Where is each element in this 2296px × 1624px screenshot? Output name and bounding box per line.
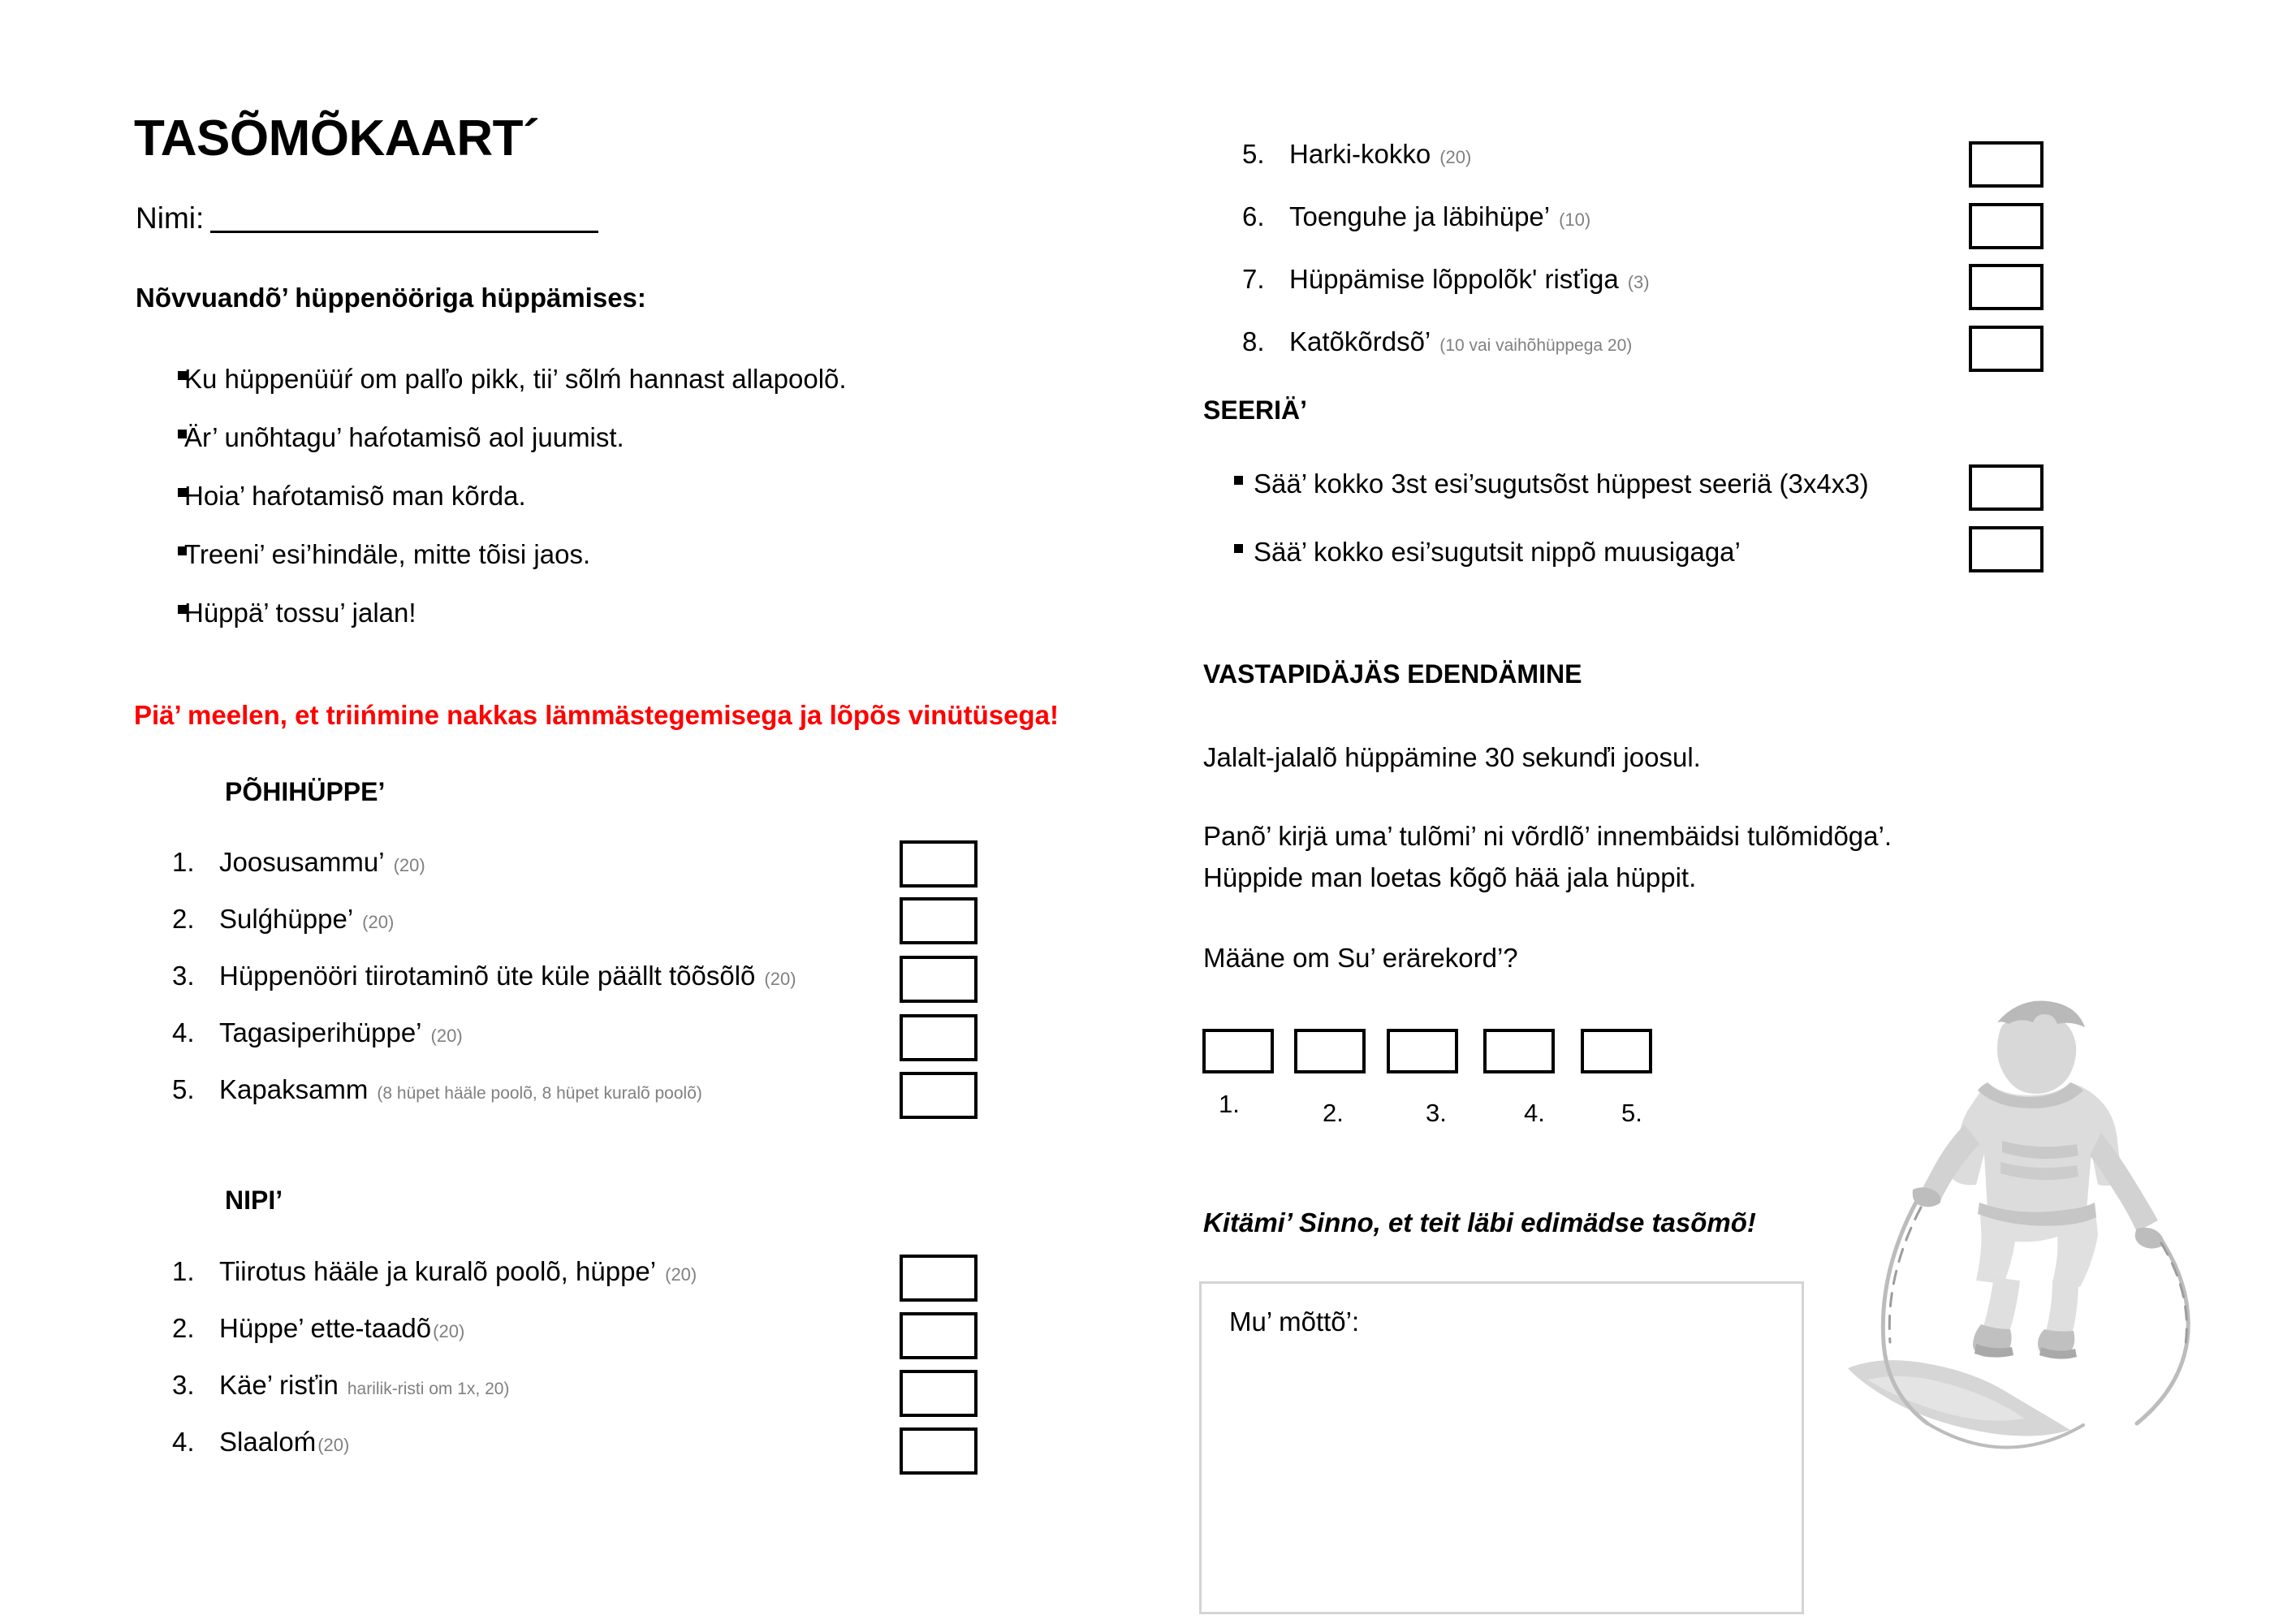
list-item-text: Treeni’ esi’hindäle, mitte tõisi jaos.: [184, 538, 591, 569]
warmup-reminder-note: Piä’ meelen, et triińmine nakkas lämmästegemisega ja lõpõs vinütüsega!: [134, 700, 1059, 730]
square-bullet-icon: [136, 422, 184, 453]
task-label: Joosusammu’: [219, 847, 385, 877]
checkbox-nipi-2[interactable]: [900, 1312, 978, 1359]
list-item-text: Sää’ kokko esi’sugutsit nippõ muusigaga’: [1254, 537, 1741, 567]
endurance-line-3: Hüppide man loetas kõgõ hää jala hüppit.: [1203, 862, 1697, 892]
task-number: 5.: [1242, 139, 1265, 169]
task-label: Katõkõrdsõ’: [1289, 326, 1431, 356]
task-row: [172, 1427, 984, 1484]
list-item: [136, 539, 1061, 570]
list-item: [136, 598, 1061, 628]
checkbox-pohihuppe-3[interactable]: [900, 956, 978, 1003]
task-reps: (20): [433, 1321, 465, 1341]
checkbox-nipi-3[interactable]: [900, 1370, 978, 1417]
task-label: Käe’ risťin: [219, 1370, 339, 1400]
task-number: 1.: [172, 1256, 195, 1286]
task-row: [172, 1371, 984, 1427]
page-title: TASÕMÕKAART´: [134, 110, 540, 166]
task-row: [172, 1257, 984, 1314]
nipi-heading: NIPI’: [225, 1186, 283, 1215]
list-item-text: Är’ unõhtagu’ haŕotamisõ aol juumist.: [184, 421, 624, 452]
checkbox-pohihuppe-5[interactable]: [900, 1072, 978, 1119]
record-number-1: 1.: [1219, 1090, 1240, 1118]
task-row: [172, 961, 984, 1018]
task-row: [172, 905, 984, 961]
checkbox-continued-8[interactable]: [1969, 326, 2044, 372]
task-number: 5.: [172, 1074, 195, 1104]
task-number: 3.: [172, 1370, 195, 1400]
advice-list: [136, 364, 1061, 656]
list-item: [136, 481, 1061, 512]
record-number-2: 2.: [1323, 1099, 1344, 1127]
task-reps: (20): [362, 912, 395, 932]
task-label: Hüppe’ ette-taadõ: [219, 1313, 432, 1343]
record-box-2[interactable]: [1294, 1029, 1366, 1073]
task-reps: (20): [665, 1264, 697, 1285]
task-row: [172, 848, 984, 905]
continued-task-list: [1242, 140, 2054, 390]
task-label: Toenguhe ja läbihüpe’: [1289, 201, 1551, 231]
task-number: 6.: [1242, 201, 1265, 231]
nipi-list: [172, 1257, 984, 1484]
seeria-list: [1203, 469, 2015, 606]
square-bullet-icon: [136, 364, 184, 395]
list-item: [1203, 469, 2015, 538]
record-box-5[interactable]: [1581, 1029, 1652, 1073]
record-number-5: 5.: [1621, 1099, 1642, 1127]
checkbox-seeria-1[interactable]: [1969, 464, 2044, 511]
task-reps: (8 hüpet hääle poolõ, 8 hüpet kuralõ poolõ): [377, 1084, 702, 1103]
record-question: Määne om Su’ erärekord’?: [1203, 943, 1518, 973]
endurance-heading: VASTAPIDÄJÄS EDENDÄMINE: [1203, 659, 1582, 689]
task-row: [1242, 140, 2054, 202]
name-input-line[interactable]: [210, 206, 598, 233]
task-row: [172, 1018, 984, 1075]
name-field-row: [136, 203, 598, 233]
task-number: 1.: [172, 847, 195, 877]
checkbox-pohihuppe-4[interactable]: [900, 1014, 978, 1061]
task-label: Hüppämise lõppolõk' risťiga: [1289, 264, 1619, 294]
task-label: Kapaksamm: [219, 1074, 369, 1104]
task-number: 8.: [1242, 326, 1265, 356]
checkbox-pohihuppe-1[interactable]: [900, 840, 978, 888]
name-label: Nimi:: [136, 201, 205, 235]
task-number: 7.: [1242, 264, 1265, 294]
task-reps: (10): [1559, 209, 1591, 230]
seeria-heading: SEERIÄ’: [1203, 395, 1308, 425]
checkbox-continued-6[interactable]: [1969, 203, 2044, 249]
task-label: Tagasiperihüppe’: [219, 1017, 422, 1047]
task-label: Tiirotus hääle ja kuralõ poolõ, hüppe’: [219, 1256, 657, 1286]
task-number: 4.: [172, 1427, 195, 1457]
task-number: 3.: [172, 961, 195, 991]
square-bullet-icon: [1203, 538, 1254, 567]
checkbox-continued-7[interactable]: [1969, 264, 2044, 310]
square-bullet-icon: [136, 598, 184, 628]
checkbox-nipi-1[interactable]: [900, 1255, 978, 1302]
task-row: [172, 1075, 984, 1132]
list-item-text: Sää’ kokko 3st esi’sugutsõst hüppest seeriä (3x4x3): [1254, 469, 1869, 499]
task-reps: (20): [393, 855, 425, 875]
note-textarea[interactable]: [1199, 1281, 1804, 1614]
note-label: Mu’ mõttõ’:: [1229, 1307, 1360, 1337]
record-number-4: 4.: [1524, 1099, 1545, 1127]
task-reps: (10 vai vaihõhüppega 20): [1439, 336, 1633, 355]
list-item: [1203, 538, 2015, 606]
record-box-1[interactable]: [1202, 1029, 1274, 1073]
checkbox-seeria-2[interactable]: [1969, 526, 2044, 572]
record-box-3[interactable]: [1387, 1029, 1458, 1073]
list-item-text: Ku hüppenüüŕ om palľo pikk, tii’ sõlḿ hannast allapoolõ.: [184, 364, 847, 394]
child-jumping-rope-watermark-icon: [1843, 995, 2225, 1458]
task-reps: (20): [317, 1435, 350, 1455]
task-reps: (20): [430, 1026, 463, 1046]
endurance-line-1: Jalalt-jalalõ hüppämine 30 sekunďi joosul.: [1203, 742, 1701, 772]
record-box-4[interactable]: [1483, 1029, 1555, 1073]
square-bullet-icon: [136, 539, 184, 570]
thanks-message: Kitämi’ Sinno, et teit läbi edimädse tasõmõ!: [1203, 1207, 1756, 1237]
task-label: Hüppenööri tiirotaminõ üte küle päällt tõõsõlõ: [219, 961, 756, 991]
list-item-text: Hüppä’ tossu’ jalan!: [184, 597, 416, 628]
task-reps: (3): [1627, 272, 1650, 292]
task-row: [1242, 327, 2054, 390]
checkbox-nipi-4[interactable]: [900, 1427, 978, 1475]
task-row: [172, 1314, 984, 1371]
list-item-text: Hoia’ haŕotamisõ man kõrda.: [184, 480, 526, 511]
task-label: Sulǵhüppe’: [219, 904, 354, 934]
checkbox-pohihuppe-2[interactable]: [900, 897, 978, 944]
pohihuppe-heading: PÕHIHÜPPE’: [225, 777, 386, 806]
task-reps: harilik-risti om 1x, 20): [347, 1380, 510, 1398]
task-reps: (20): [764, 969, 796, 989]
square-bullet-icon: [1203, 469, 1254, 499]
pohihuppe-list: [172, 848, 984, 1132]
list-item: [136, 422, 1061, 453]
task-label: Slaaloḿ: [219, 1427, 317, 1457]
advice-heading: Nõvvuandõ’ hüppenööriga hüppämises:: [136, 283, 646, 313]
checkbox-continued-5[interactable]: [1969, 141, 2044, 188]
record-number-3: 3.: [1426, 1099, 1447, 1127]
list-item: [136, 364, 1061, 395]
task-label: Harki-kokko: [1289, 139, 1431, 169]
square-bullet-icon: [136, 481, 184, 512]
task-number: 2.: [172, 904, 195, 934]
task-reps: (20): [1439, 147, 1472, 167]
task-number: 4.: [172, 1017, 195, 1047]
task-row: [1242, 202, 2054, 265]
endurance-line-2: Panõ’ kirjä uma’ tulõmi’ ni võrdlõ’ innembäidsi tulõmidõga’.: [1203, 821, 1892, 851]
task-number: 2.: [172, 1313, 195, 1343]
task-row: [1242, 265, 2054, 327]
